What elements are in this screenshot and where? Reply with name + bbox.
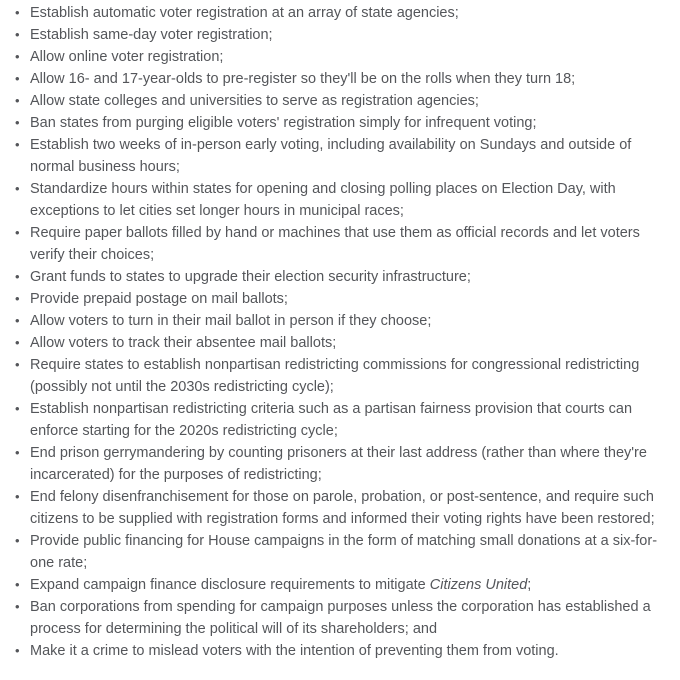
citizens-united-italic: Citizens United [429,577,528,593]
list-item [15,266,676,288]
bullet-icon: • [15,5,20,20]
bullet-icon: • [15,137,20,152]
list-item-text: Establish two weeks of in-person early voting, including availability on Sundays and outside of normal business hours; [30,137,632,175]
list-item [15,24,676,46]
bullet-icon: • [15,489,20,504]
list-item-text: Provide public financing for House campaigns in the form of matching small donations at a six-for-one rate; [30,533,658,571]
list-item-text: Standardize hours within states for opening and closing polling places on Election Day, with exceptions to let cities set longer hours in municipal races; [30,181,616,219]
list-item [15,90,676,112]
bullet-icon: • [15,357,20,372]
bullet-icon: • [15,93,20,108]
list-item-text: Establish automatic voter registration at an array of state agencies; [30,5,459,21]
list-item-text: Allow voters to track their absentee mail ballots; [30,335,337,351]
list-item [15,310,676,332]
list-item-text: Establish same-day voter registration; [30,27,273,43]
bullet-icon: • [15,599,20,614]
list-item [15,354,676,398]
list-item-text: ; [527,577,532,593]
list-item-text: Require paper ballots filled by hand or machines that use them as official records and let voters verify their choices; [30,225,640,263]
list-item [15,574,676,596]
list-item [15,112,676,134]
list-item [15,68,676,90]
bullet-icon: • [15,115,20,130]
list-item-text: End prison gerrymandering by counting prisoners at their last address (rather than where they're incarcerated) for the purposes of redistricting; [30,445,647,483]
bullet-icon: • [15,577,20,592]
bullet-icon: • [15,49,20,64]
list-item [15,398,676,442]
list-item [15,640,676,662]
list-item-text: Make it a crime to mislead voters with the intention of preventing them from voting. [30,643,559,659]
list-item-text: Establish nonpartisan redistricting criteria such as a partisan fairness provision that courts can enforce starting for the 2020s redistricting cycle; [30,401,633,439]
list-item-text: Allow online voter registration; [30,49,224,65]
list-item [15,486,676,530]
list-item [15,332,676,354]
list-item-text: Expand campaign finance disclosure requirements to mitigate [30,577,430,593]
bullet-icon: • [15,181,20,196]
list-item [15,46,676,68]
list-item-text: Allow 16- and 17-year-olds to pre-register so they'll be on the rolls when they turn 18; [30,71,576,87]
list-item [15,178,676,222]
list-item [15,596,676,640]
list-item [15,530,676,574]
bullet-icon: • [15,27,20,42]
list-item-text: Allow state colleges and universities to serve as registration agencies; [30,93,479,109]
bullet-icon: • [15,225,20,240]
bullet-icon: • [15,643,20,658]
bullet-icon: • [15,445,20,460]
list-item-text: Require states to establish nonpartisan redistricting commissions for congressional redistricting (possibly not until the 2030s redistricting cycle); [30,357,640,395]
bullet-icon: • [15,291,20,306]
bullet-icon: • [15,71,20,86]
list-item [15,134,676,178]
list-item-text: Ban states from purging eligible voters' registration simply for infrequent voting; [30,115,537,131]
list-item-text: Provide prepaid postage on mail ballots; [30,291,288,307]
list-item [15,2,676,24]
bullet-icon: • [15,269,20,284]
list-item [15,442,676,486]
list-item [15,222,676,266]
bullet-icon: • [15,401,20,416]
bullet-icon: • [15,335,20,350]
list-item-text: End felony disenfranchisement for those on parole, probation, or post-sentence, and require such citizens to be supplied with registration forms and informed their voting rights have been restored; [30,489,655,527]
bullet-icon: • [15,533,20,548]
list-item [15,288,676,310]
list-item-text: Ban corporations from spending for campaign purposes unless the corporation has established a process for determining the political will of its shareholders; and [30,599,651,637]
bullet-icon: • [15,313,20,328]
list-item-text: Allow voters to turn in their mail ballot in person if they choose; [30,313,432,329]
list-item-text: Grant funds to states to upgrade their election security infrastructure; [30,269,471,285]
